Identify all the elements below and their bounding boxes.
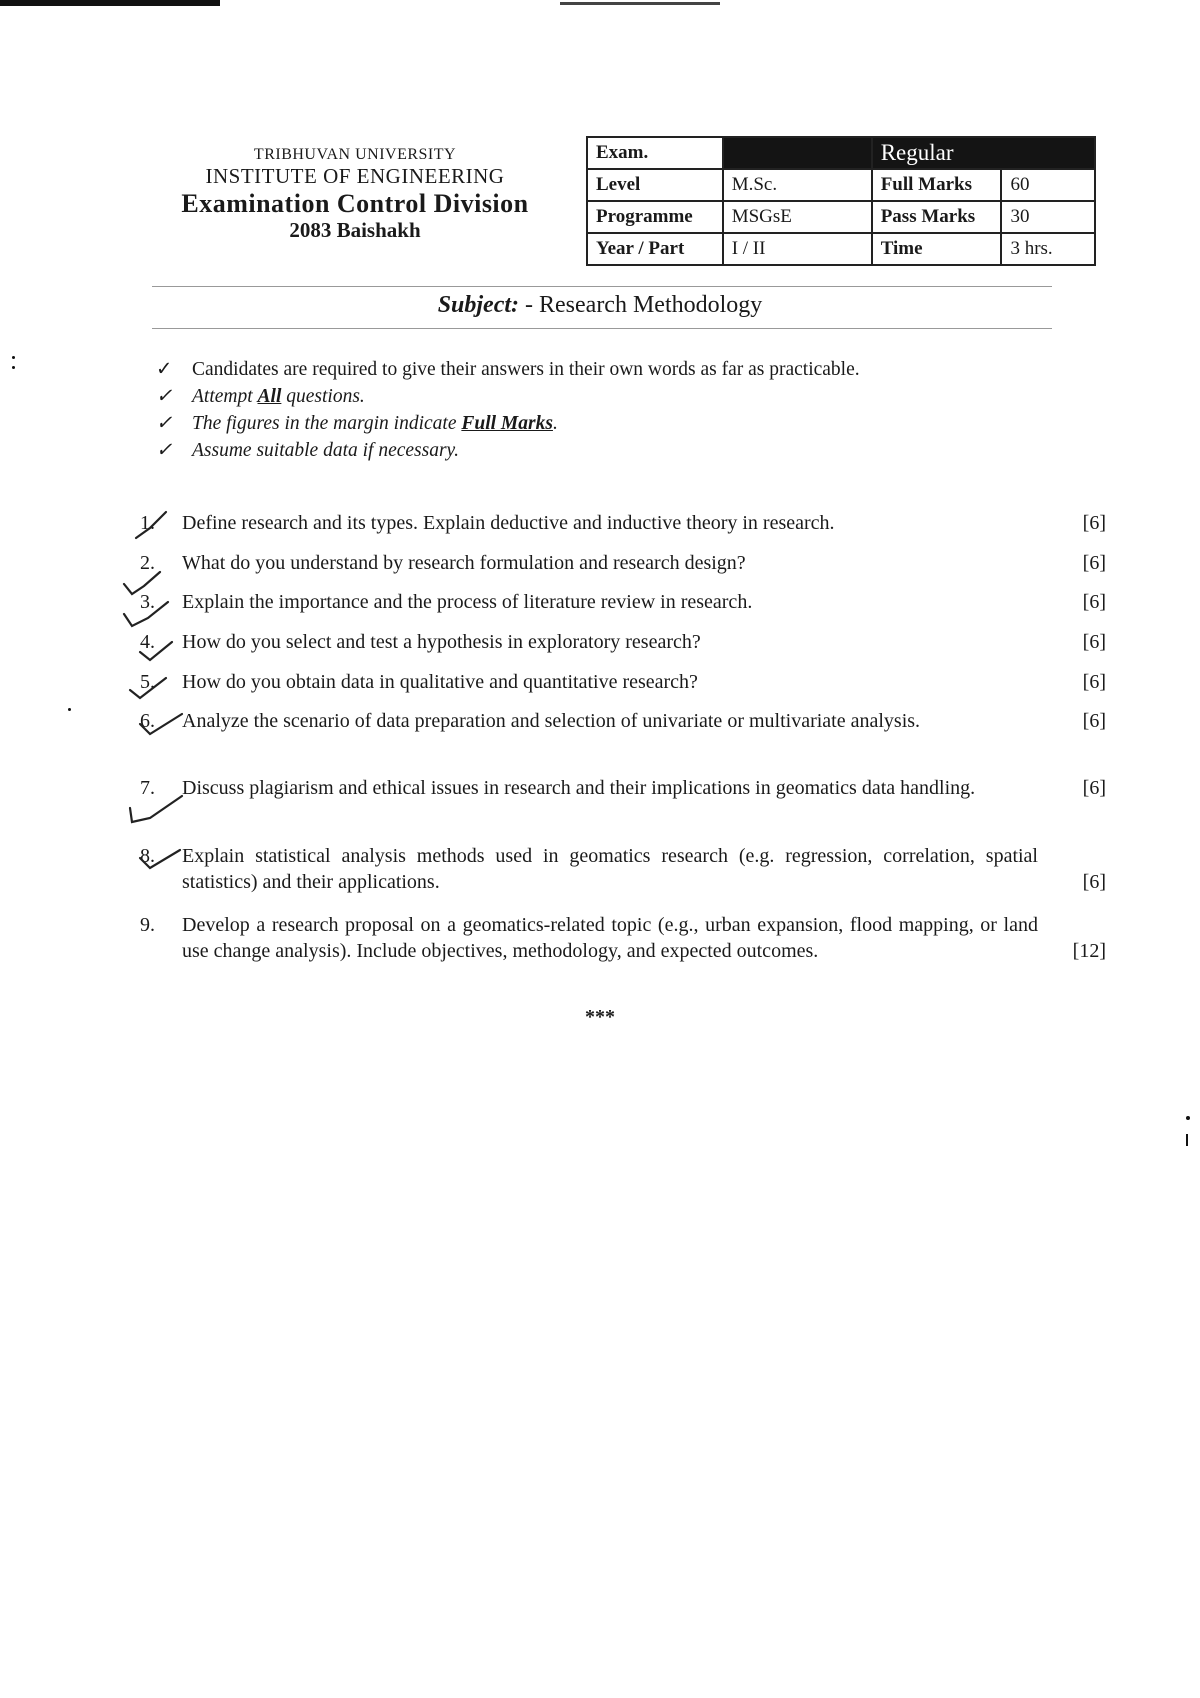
instruction-text: Attempt — [192, 386, 258, 407]
question-number: 7. — [140, 777, 155, 799]
level-value: M.Sc. — [723, 169, 872, 201]
question-item — [140, 589, 1106, 615]
exam-label: Exam. — [587, 137, 723, 169]
question-marks: [6] — [1082, 710, 1106, 732]
question-item — [140, 708, 1106, 734]
instruction-text: The figures in the margin indicate — [192, 413, 462, 434]
division-name: Examination Control Division — [181, 188, 529, 218]
full-marks-value: 60 — [1001, 169, 1095, 201]
exam-session: 2083 Baishakh — [289, 218, 421, 243]
checkmark-icon: ✓ — [156, 413, 173, 434]
institute-name: INSTITUTE OF ENGINEERING — [205, 164, 505, 189]
question-number: 4. — [140, 631, 155, 653]
question-number: 8. — [140, 845, 155, 867]
question-marks: [6] — [1082, 777, 1106, 799]
pass-marks-label: Pass Marks — [872, 201, 1002, 233]
year-part-value: I / II — [723, 233, 872, 265]
full-marks-label: Full Marks — [872, 169, 1002, 201]
instruction-emphasis: Full Marks — [461, 413, 553, 434]
question-text: Analyze the scenario of data preparation and selection of univariate or multivariate analysis. — [182, 710, 921, 732]
question-item — [140, 629, 1106, 655]
question-number: 6. — [140, 710, 155, 732]
checkmark-icon: ✓ — [156, 386, 173, 407]
instruction-text: questions. — [281, 386, 365, 407]
question-text: What do you understand by research formulation and research design? — [182, 552, 746, 574]
programme-label: Programme — [587, 201, 723, 233]
question-number: 9. — [140, 914, 155, 936]
university-name: TRIBHUVAN UNIVERSITY — [253, 146, 457, 163]
programme-value: MSGsE — [723, 201, 872, 233]
time-label: Time — [872, 233, 1002, 265]
question-item — [140, 912, 1106, 964]
instruction-text: Assume suitable data if necessary. — [192, 440, 460, 461]
exam-type-value: Regular — [872, 137, 1095, 169]
level-label: Level — [587, 169, 723, 201]
question-item — [140, 775, 1106, 801]
instruction-emphasis: All — [257, 386, 282, 407]
time-value: 3 hrs. — [1001, 233, 1095, 265]
instruction-text: Candidates are required to give their answers in their own words as far as practicable. — [192, 359, 860, 380]
subject-value: - Research Methodology — [525, 292, 763, 318]
question-item — [140, 510, 1106, 536]
pass-marks-value: 30 — [1001, 201, 1095, 233]
checkmark-icon: ✓ — [156, 440, 173, 461]
question-text: Discuss plagiarism and ethical issues in research and their implications in geomatics data handling. — [182, 777, 976, 799]
subject-label: Subject: — [437, 292, 520, 318]
question-text: How do you obtain data in qualitative and quantitative research? — [182, 671, 698, 693]
question-text: Develop a research proposal on a geomatics-related topic (e.g., urban expansion, flood mapping, or land use change analysis). Include objectives, methodology, and expected outcomes. — [182, 914, 1038, 962]
checkmark-icon: ✓ — [156, 359, 173, 380]
question-marks: [6] — [1082, 871, 1106, 893]
end-of-paper-mark: *** — [585, 1006, 615, 1028]
question-number: 3. — [140, 591, 155, 613]
question-item — [140, 843, 1106, 895]
question-item — [140, 669, 1106, 695]
question-marks: [6] — [1082, 512, 1106, 534]
question-number: 2. — [140, 552, 155, 574]
question-text: Explain the importance and the process of literature review in research. — [182, 591, 753, 613]
question-text: How do you select and test a hypothesis in exploratory research? — [182, 631, 701, 653]
question-marks: [6] — [1082, 631, 1106, 653]
question-number: 1. — [140, 512, 155, 534]
instruction-text: . — [552, 413, 558, 434]
question-marks: [6] — [1082, 552, 1106, 574]
question-text: Explain statistical analysis methods used in geomatics research (e.g. regression, correlation, spatial statistics) and their applications. — [182, 845, 1038, 893]
question-text: Define research and its types. Explain deductive and inductive theory in research. — [182, 512, 835, 534]
year-part-label: Year / Part — [587, 233, 723, 265]
question-marks: [6] — [1082, 671, 1106, 693]
question-item — [140, 550, 1106, 576]
question-number: 5. — [140, 671, 155, 693]
question-marks: [6] — [1082, 591, 1106, 613]
question-marks: [12] — [1072, 940, 1106, 962]
